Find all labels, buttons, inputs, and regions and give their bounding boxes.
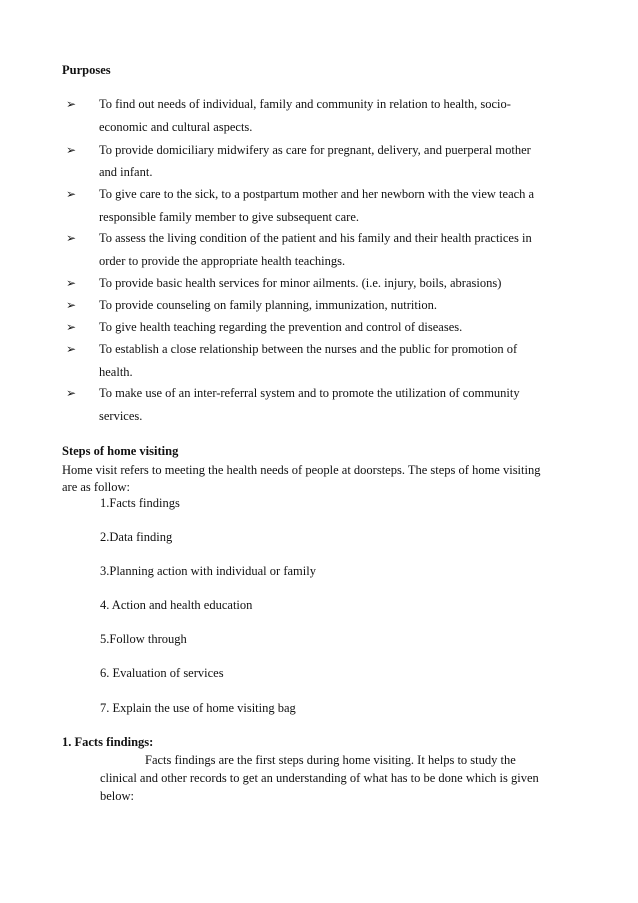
list-item: 2.Data finding (100, 530, 173, 544)
list-item-line: To give health teaching regarding the prevention and control of diseases. (99, 320, 463, 334)
list-item-line: To find out needs of individual, family and community in relation to health, socio- (99, 97, 511, 111)
list-item-line: health. (99, 365, 133, 379)
list-item-line: order to provide the appropriate health teachings. (99, 254, 346, 268)
steps-intro-line: are as follow: (62, 480, 131, 494)
list-item: 7. Explain the use of home visiting bag (100, 701, 296, 715)
list-item-line: To assess the living condition of the patient and his family and their health practices in (99, 231, 532, 245)
list-item: 1.Facts findings (100, 496, 180, 510)
arrow-bullet-icon: ➢ (66, 231, 77, 245)
list-item-line: To make use of an inter-referral system and to promote the utilization of community (99, 386, 520, 400)
steps-intro-line: Home visit refers to meeting the health needs of people at doorsteps. The steps of home visiting (62, 463, 541, 477)
arrow-bullet-icon: ➢ (66, 276, 77, 290)
list-item-line: services. (99, 409, 143, 423)
list-item-line: To provide counseling on family planning, immunization, nutrition. (99, 298, 437, 312)
facts-line: clinical and other records to get an understanding of what has to be done which is given (100, 771, 539, 785)
facts-heading: 1. Facts findings: (62, 735, 154, 749)
list-item-line: economic and cultural aspects. (99, 120, 253, 134)
arrow-bullet-icon: ➢ (66, 97, 77, 111)
arrow-bullet-icon: ➢ (66, 342, 77, 356)
facts-line: below: (100, 789, 135, 803)
list-item-line: To establish a close relationship between the nurses and the public for promotion of (99, 342, 518, 356)
arrow-bullet-icon: ➢ (66, 320, 77, 334)
arrow-bullet-icon: ➢ (66, 143, 77, 157)
arrow-bullet-icon: ➢ (66, 386, 77, 400)
facts-line: Facts findings are the first steps during home visiting. It helps to study the (145, 753, 516, 767)
list-item: 3.Planning action with individual or family (100, 564, 316, 578)
list-item-line: To give care to the sick, to a postpartum mother and her newborn with the view teach a (99, 187, 535, 201)
list-item-line: and infant. (99, 165, 153, 179)
purposes-heading: Purposes (62, 63, 111, 77)
list-item-line: To provide domiciliary midwifery as care for pregnant, delivery, and puerperal mother (99, 143, 531, 157)
list-item: 6. Evaluation of services (100, 666, 224, 680)
list-item-line: To provide basic health services for minor ailments. (i.e. injury, boils, abrasions) (99, 276, 502, 290)
list-item: 5.Follow through (100, 632, 187, 646)
arrow-bullet-icon: ➢ (66, 298, 77, 312)
steps-heading: Steps of home visiting (62, 444, 179, 458)
list-item: 4. Action and health education (100, 598, 253, 612)
list-item-line: responsible family member to give subsequent care. (99, 210, 359, 224)
arrow-bullet-icon: ➢ (66, 187, 77, 201)
